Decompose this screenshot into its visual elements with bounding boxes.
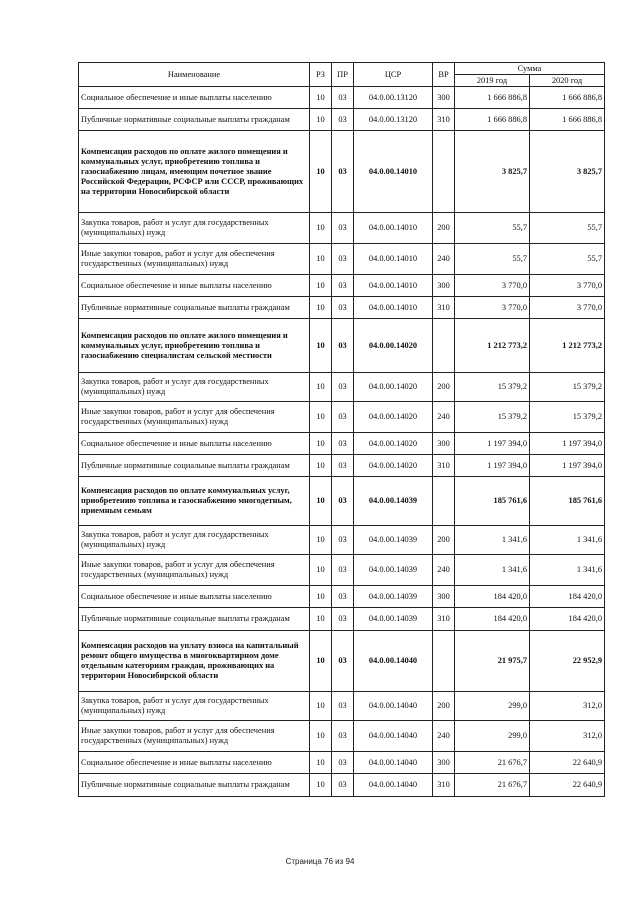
- row-csr: 04.0.00.14010: [354, 297, 433, 319]
- row-rz: 10: [310, 275, 332, 297]
- row-sum-2019: 21 975,7: [455, 631, 530, 692]
- row-sum-2020: 3 825,7: [530, 131, 605, 213]
- table-row: [79, 752, 605, 774]
- header-name: Наименование: [79, 63, 310, 87]
- table-row: [79, 275, 605, 297]
- row-sum-2019: 3 770,0: [455, 275, 530, 297]
- row-csr: 04.0.00.14040: [354, 774, 433, 797]
- table-body: [79, 87, 605, 797]
- row-name: Публичные нормативные социальные выплаты гражданам: [79, 455, 310, 477]
- row-name: Иные закупки товаров, работ и услуг для обеспечения государственных (муниципальных) нужд: [79, 402, 310, 433]
- row-vr: [433, 319, 455, 373]
- row-sum-2019: 21 676,7: [455, 774, 530, 797]
- row-name: Социальное обеспечение и иные выплаты населению: [79, 752, 310, 774]
- row-rz: 10: [310, 402, 332, 433]
- row-rz: 10: [310, 774, 332, 797]
- row-rz: 10: [310, 373, 332, 402]
- table-row: [79, 402, 605, 433]
- row-sum-2020: 55,7: [530, 213, 605, 244]
- table-row: [79, 477, 605, 526]
- row-csr: 04.0.00.14040: [354, 721, 433, 752]
- table-row: [79, 526, 605, 555]
- header-year-2019: 2019 год: [455, 75, 530, 87]
- row-vr: 240: [433, 555, 455, 586]
- table-row: [79, 213, 605, 244]
- row-sum-2020: 22 640,9: [530, 752, 605, 774]
- row-name: Социальное обеспечение и иные выплаты населению: [79, 275, 310, 297]
- row-rz: 10: [310, 319, 332, 373]
- row-sum-2020: 22 640,9: [530, 774, 605, 797]
- row-sum-2019: 1 197 394,0: [455, 433, 530, 455]
- row-pr: 03: [332, 87, 354, 109]
- row-sum-2020: 185 761,6: [530, 477, 605, 526]
- row-csr: 04.0.00.14020: [354, 455, 433, 477]
- row-pr: 03: [332, 586, 354, 608]
- row-rz: 10: [310, 721, 332, 752]
- row-sum-2019: 1 341,6: [455, 526, 530, 555]
- row-vr: 300: [433, 87, 455, 109]
- row-sum-2019: 299,0: [455, 692, 530, 721]
- header-csr: ЦСР: [354, 63, 433, 87]
- row-pr: 03: [332, 455, 354, 477]
- row-csr: 04.0.00.14040: [354, 752, 433, 774]
- table-row: [79, 131, 605, 213]
- table-row: [79, 608, 605, 631]
- row-vr: 310: [433, 109, 455, 131]
- page-number: Страница 76 из 94: [285, 857, 355, 866]
- row-sum-2019: 1 197 394,0: [455, 455, 530, 477]
- row-sum-2020: 1 212 773,2: [530, 319, 605, 373]
- row-csr: 04.0.00.14010: [354, 244, 433, 275]
- row-vr: 200: [433, 373, 455, 402]
- row-sum-2020: 1 341,6: [530, 555, 605, 586]
- row-sum-2019: 55,7: [455, 213, 530, 244]
- row-pr: 03: [332, 721, 354, 752]
- row-vr: 200: [433, 692, 455, 721]
- table-row: [79, 244, 605, 275]
- row-vr: 240: [433, 721, 455, 752]
- row-sum-2020: 1 341,6: [530, 526, 605, 555]
- row-name: Компенсация расходов по оплате жилого помещения и коммунальных услуг, приобретению топлива и газоснабжению лицам, имеющим почетное звание Российской Федерации, РСФСР или СССР, проживающих на территории Новосибирской области: [79, 131, 310, 213]
- row-sum-2020: 15 379,2: [530, 373, 605, 402]
- row-name: Иные закупки товаров, работ и услуг для обеспечения государственных (муниципальных) нужд: [79, 555, 310, 586]
- row-csr: 04.0.00.13120: [354, 87, 433, 109]
- row-rz: 10: [310, 526, 332, 555]
- row-sum-2020: 1 666 886,8: [530, 87, 605, 109]
- row-pr: 03: [332, 131, 354, 213]
- budget-table: [78, 62, 605, 797]
- row-csr: 04.0.00.14010: [354, 275, 433, 297]
- row-rz: 10: [310, 586, 332, 608]
- table-row: [79, 109, 605, 131]
- table-row: [79, 631, 605, 692]
- row-rz: 10: [310, 297, 332, 319]
- row-pr: 03: [332, 373, 354, 402]
- row-sum-2019: 1 666 886,8: [455, 109, 530, 131]
- row-csr: 04.0.00.14020: [354, 433, 433, 455]
- row-pr: 03: [332, 774, 354, 797]
- row-sum-2020: 3 770,0: [530, 297, 605, 319]
- header-year-2020: 2020 год: [530, 75, 605, 87]
- row-pr: 03: [332, 608, 354, 631]
- row-vr: 300: [433, 275, 455, 297]
- table-row: [79, 455, 605, 477]
- row-rz: 10: [310, 433, 332, 455]
- row-csr: 04.0.00.14039: [354, 608, 433, 631]
- row-name: Закупка товаров, работ и услуг для государственных (муниципальных) нужд: [79, 213, 310, 244]
- row-name: Публичные нормативные социальные выплаты гражданам: [79, 109, 310, 131]
- row-sum-2019: 1 666 886,8: [455, 87, 530, 109]
- row-csr: 04.0.00.13120: [354, 109, 433, 131]
- row-vr: 200: [433, 526, 455, 555]
- row-sum-2020: 312,0: [530, 721, 605, 752]
- row-sum-2020: 312,0: [530, 692, 605, 721]
- row-vr: [433, 631, 455, 692]
- row-sum-2020: 184 420,0: [530, 608, 605, 631]
- row-vr: 300: [433, 586, 455, 608]
- row-csr: 04.0.00.14020: [354, 373, 433, 402]
- row-vr: 200: [433, 213, 455, 244]
- row-sum-2019: 184 420,0: [455, 608, 530, 631]
- row-sum-2019: 1 212 773,2: [455, 319, 530, 373]
- header-sum: Сумма: [455, 63, 605, 75]
- row-rz: 10: [310, 109, 332, 131]
- row-name: Публичные нормативные социальные выплаты гражданам: [79, 608, 310, 631]
- document-page: [78, 62, 604, 797]
- row-pr: 03: [332, 752, 354, 774]
- row-sum-2020: 1 666 886,8: [530, 109, 605, 131]
- row-vr: 240: [433, 244, 455, 275]
- row-name: Иные закупки товаров, работ и услуг для обеспечения государственных (муниципальных) нужд: [79, 721, 310, 752]
- row-sum-2020: 15 379,2: [530, 402, 605, 433]
- row-rz: 10: [310, 213, 332, 244]
- row-pr: 03: [332, 109, 354, 131]
- row-sum-2019: 15 379,2: [455, 373, 530, 402]
- row-sum-2019: 3 770,0: [455, 297, 530, 319]
- row-sum-2020: 55,7: [530, 244, 605, 275]
- row-vr: 310: [433, 297, 455, 319]
- row-vr: 310: [433, 774, 455, 797]
- row-pr: 03: [332, 297, 354, 319]
- row-sum-2019: 184 420,0: [455, 586, 530, 608]
- row-csr: 04.0.00.14040: [354, 692, 433, 721]
- row-vr: 310: [433, 608, 455, 631]
- row-vr: 300: [433, 752, 455, 774]
- row-sum-2019: 15 379,2: [455, 402, 530, 433]
- row-rz: 10: [310, 692, 332, 721]
- table-row: [79, 774, 605, 797]
- table-row: [79, 297, 605, 319]
- row-csr: 04.0.00.14039: [354, 526, 433, 555]
- row-name: Социальное обеспечение и иные выплаты населению: [79, 433, 310, 455]
- header-pr: ПР: [332, 63, 354, 87]
- header-rz: РЗ: [310, 63, 332, 87]
- row-name: Иные закупки товаров, работ и услуг для обеспечения государственных (муниципальных) нужд: [79, 244, 310, 275]
- row-pr: 03: [332, 631, 354, 692]
- table-row: [79, 586, 605, 608]
- table-row: [79, 555, 605, 586]
- row-sum-2019: 55,7: [455, 244, 530, 275]
- row-name: Компенсация расходов по оплате коммунальных услуг, приобретению топлива и газоснабжению многодетным, приемным семьям: [79, 477, 310, 526]
- row-sum-2019: 185 761,6: [455, 477, 530, 526]
- table-row: [79, 433, 605, 455]
- row-csr: 04.0.00.14039: [354, 555, 433, 586]
- row-pr: 03: [332, 692, 354, 721]
- row-csr: 04.0.00.14010: [354, 213, 433, 244]
- row-rz: 10: [310, 608, 332, 631]
- row-rz: 10: [310, 752, 332, 774]
- row-sum-2019: 299,0: [455, 721, 530, 752]
- row-pr: 03: [332, 477, 354, 526]
- row-csr: 04.0.00.14020: [354, 319, 433, 373]
- row-vr: 310: [433, 455, 455, 477]
- row-sum-2019: 3 825,7: [455, 131, 530, 213]
- row-name: Социальное обеспечение и иные выплаты населению: [79, 586, 310, 608]
- row-name: Компенсация расходов на уплату взноса на капитальный ремонт общего имущества в многоквартирном доме отдельным категориям граждан, проживающих на территории Новосибирской области: [79, 631, 310, 692]
- row-sum-2020: 184 420,0: [530, 586, 605, 608]
- row-vr: [433, 131, 455, 213]
- row-sum-2020: 1 197 394,0: [530, 455, 605, 477]
- row-rz: 10: [310, 477, 332, 526]
- row-rz: 10: [310, 631, 332, 692]
- row-pr: 03: [332, 402, 354, 433]
- row-pr: 03: [332, 275, 354, 297]
- table-row: [79, 692, 605, 721]
- row-name: Публичные нормативные социальные выплаты гражданам: [79, 774, 310, 797]
- row-sum-2020: 22 952,9: [530, 631, 605, 692]
- header-vr: ВР: [433, 63, 455, 87]
- row-pr: 03: [332, 244, 354, 275]
- row-rz: 10: [310, 455, 332, 477]
- row-sum-2020: 1 197 394,0: [530, 433, 605, 455]
- row-rz: 10: [310, 131, 332, 213]
- row-rz: 10: [310, 87, 332, 109]
- row-vr: [433, 477, 455, 526]
- row-name: Закупка товаров, работ и услуг для государственных (муниципальных) нужд: [79, 373, 310, 402]
- row-rz: 10: [310, 244, 332, 275]
- row-pr: 03: [332, 555, 354, 586]
- row-pr: 03: [332, 319, 354, 373]
- row-sum-2020: 3 770,0: [530, 275, 605, 297]
- row-sum-2019: 21 676,7: [455, 752, 530, 774]
- row-csr: 04.0.00.14020: [354, 402, 433, 433]
- row-csr: 04.0.00.14039: [354, 586, 433, 608]
- row-vr: 300: [433, 433, 455, 455]
- row-pr: 03: [332, 213, 354, 244]
- row-name: Закупка товаров, работ и услуг для государственных (муниципальных) нужд: [79, 692, 310, 721]
- row-name: Социальное обеспечение и иные выплаты населению: [79, 87, 310, 109]
- table-row: [79, 373, 605, 402]
- row-name: Закупка товаров, работ и услуг для государственных (муниципальных) нужд: [79, 526, 310, 555]
- table-row: [79, 721, 605, 752]
- row-rz: 10: [310, 555, 332, 586]
- row-pr: 03: [332, 526, 354, 555]
- row-csr: 04.0.00.14039: [354, 477, 433, 526]
- row-name: Публичные нормативные социальные выплаты гражданам: [79, 297, 310, 319]
- row-csr: 04.0.00.14040: [354, 631, 433, 692]
- row-pr: 03: [332, 433, 354, 455]
- table-row: [79, 319, 605, 373]
- row-csr: 04.0.00.14010: [354, 131, 433, 213]
- table-row: [79, 87, 605, 109]
- row-name: Компенсация расходов по оплате жилого помещения и коммунальных услуг, приобретению топлива и газоснабжению специалистам сельской местности: [79, 319, 310, 373]
- row-vr: 240: [433, 402, 455, 433]
- row-sum-2019: 1 341,6: [455, 555, 530, 586]
